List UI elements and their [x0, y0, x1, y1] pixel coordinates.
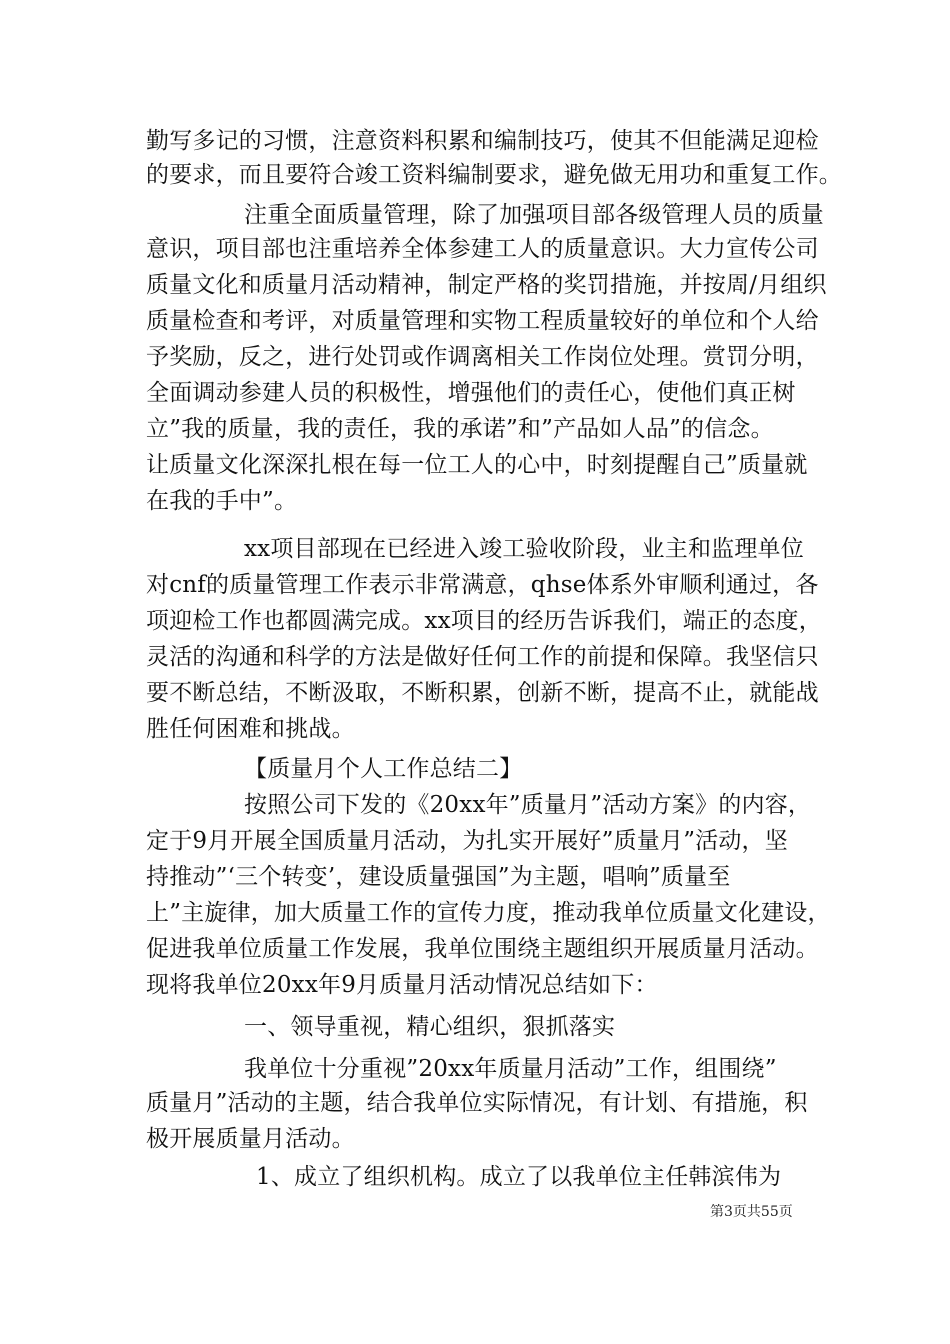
paragraph-line: 极开展质量月活动。 — [146, 1126, 355, 1152]
page-number-footer: 第3页共55页 — [710, 1204, 793, 1220]
paragraph-line: 1、成立了组织机构。成立了以我单位主任韩滨伟为 — [256, 1164, 782, 1190]
paragraph-line: 按照公司下发的《20xx年”质量月”活动方案》的内容， — [244, 792, 812, 818]
paragraph-line: 质量检查和考评，对质量管理和实物工程质量较好的单位和个人给 — [146, 308, 819, 334]
paragraph-line: 要不断总结，不断汲取，不断积累，创新不断，提高不止，就能战 — [146, 680, 819, 706]
paragraph-line: 予奖励，反之，进行处罚或作调离相关工作岗位处理。赏罚分明， — [146, 344, 819, 370]
paragraph-line: 质量文化和质量月活动精神，制定严格的奖罚措施，并按周/月组织 — [146, 272, 827, 298]
paragraph-line: 勤写多记的习惯，注意资料积累和编制技巧，使其不但能满足迎检 — [146, 128, 819, 154]
subsection-heading: 一、领导重视，精心组织，狠抓落实 — [244, 1014, 616, 1040]
paragraph-line: 立”我的质量，我的责任，我的承诺”和”产品如人品”的信念。 — [146, 416, 774, 442]
paragraph-line: 在我的手中”。 — [146, 488, 298, 514]
paragraph-line: 全面调动参建人员的积极性，增强他们的责任心，使他们真正树 — [146, 380, 796, 406]
paragraph-line: 上”主旋律，加大质量工作的宣传力度，推动我单位质量文化建设， — [146, 900, 831, 926]
paragraph-line: 项迎检工作也都圆满完成。xx项目的经历告诉我们，端正的态度， — [146, 608, 822, 634]
paragraph-line: 促进我单位质量工作发展，我单位围绕主题组织开展质量月活动。 — [146, 936, 819, 962]
paragraph-line: 注重全面质量管理，除了加强项目部各级管理人员的质量 — [244, 202, 824, 228]
paragraph-line: 意识，项目部也注重培养全体参建工人的质量意识。大力宣传公司 — [146, 236, 819, 262]
paragraph-line: 让质量文化深深扎根在每一位工人的心中，时刻提醒自己”质量就 — [146, 452, 808, 478]
paragraph-line: 的要求，而且要符合竣工资料编制要求，避免做无用功和重复工作。 — [146, 162, 842, 188]
section-heading: 【质量月个人工作总结二】 — [244, 756, 523, 782]
paragraph-line: 我单位十分重视”20xx年质量月活动”工作，组围绕” — [244, 1056, 777, 1082]
paragraph-line: 现将我单位20xx年9月质量月活动情况总结如下： — [146, 972, 658, 998]
paragraph-line: 胜任何困难和挑战。 — [146, 716, 355, 742]
paragraph-line: 对cnf的质量管理工作表示非常满意，qhse体系外审顺利通过，各 — [146, 572, 819, 598]
paragraph-line: 持推动”‘三个转变’，建设质量强国”为主题，唱响”质量至 — [146, 864, 731, 890]
paragraph-line: xx项目部现在已经进入竣工验收阶段，业主和监理单位 — [244, 536, 804, 562]
paragraph-line: 质量月”活动的主题，结合我单位实际情况，有计划、有措施，积 — [146, 1090, 808, 1116]
paragraph-line: 灵活的沟通和科学的方法是做好任何工作的前提和保障。我坚信只 — [146, 644, 819, 670]
paragraph-line: 定于9月开展全国质量月活动，为扎实开展好”质量月”活动，坚 — [146, 828, 788, 854]
